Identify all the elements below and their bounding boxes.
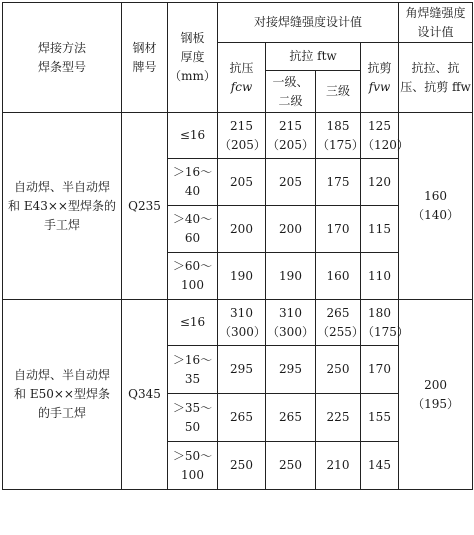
header-thickness-line2: 厚度 xyxy=(180,50,205,64)
tension3-cell: 175 xyxy=(316,159,361,206)
thickness-cell xyxy=(168,253,218,300)
tension3-cell: 160 xyxy=(316,253,361,300)
method-line: 自动焊、半自动焊 xyxy=(13,368,110,382)
value-line: 185 xyxy=(326,118,350,133)
thickness-cell xyxy=(168,206,218,253)
compression-cell xyxy=(218,300,266,346)
thickness-cell xyxy=(168,300,218,346)
compression-cell: 200 xyxy=(218,206,266,253)
value-line: （300） xyxy=(219,324,266,339)
compression-cell: 295 xyxy=(218,346,266,394)
thickness-cell xyxy=(168,442,218,490)
header-grade-line1: 钢材 xyxy=(132,40,157,55)
tension3-cell: 225 xyxy=(316,394,361,442)
header-grade xyxy=(122,3,168,113)
value-line: 125 xyxy=(368,118,391,133)
thickness-line: 40 xyxy=(184,184,201,198)
tension12-cell xyxy=(266,300,316,346)
thickness-cell xyxy=(168,346,218,394)
shear-cell: 110 xyxy=(361,253,399,300)
tension12-cell: 205 xyxy=(266,159,316,206)
value-line: （175） xyxy=(362,324,409,339)
tension3-cell: 170 xyxy=(316,206,361,253)
header-method-line1: 焊接方法 xyxy=(37,40,86,55)
thickness-cell xyxy=(168,159,218,206)
shear-cell: 155 xyxy=(361,394,399,442)
fillet-cell-q345 xyxy=(399,300,473,490)
thickness-line: ＞40～ xyxy=(172,212,213,226)
grade-cell-q235: Q235 xyxy=(122,113,168,300)
method-cell-q235 xyxy=(3,113,122,300)
header-compression-symbol: fcw xyxy=(230,79,253,94)
value-line: （255） xyxy=(317,324,364,339)
header-shear-symbol: fvw xyxy=(368,79,391,94)
shear-cell xyxy=(361,113,409,159)
header-butt-group: 对接焊缝强度设计值 xyxy=(218,3,399,43)
value-line: 265 xyxy=(326,305,350,320)
method-line: 自动焊、半自动焊 xyxy=(13,179,110,194)
tension12-cell: 295 xyxy=(266,346,316,394)
header-thickness xyxy=(168,3,218,113)
shear-cell: 115 xyxy=(361,206,399,253)
method-line: 手工焊 xyxy=(43,217,80,232)
value-line: （120） xyxy=(362,137,409,152)
thickness-line: 35 xyxy=(184,371,201,386)
value-line: 160 xyxy=(424,189,447,203)
thickness-line: ≤16 xyxy=(179,315,206,329)
tension3-cell xyxy=(316,113,364,159)
header-tension-group: 抗拉 ftw xyxy=(266,43,361,71)
thickness-line: 100 xyxy=(181,467,204,482)
thickness-line: ≤16 xyxy=(179,128,206,142)
value-line: （175） xyxy=(317,137,364,152)
thickness-line: ＞50～ xyxy=(172,448,213,463)
header-method-line2: 焊条型号 xyxy=(37,59,86,74)
thickness-line: 100 xyxy=(181,278,204,292)
value-line: （300） xyxy=(267,324,314,339)
header-thickness-line3: （mm） xyxy=(169,69,216,83)
thickness-cell xyxy=(168,113,218,159)
header-compression xyxy=(218,43,266,113)
tension12-cell: 190 xyxy=(266,253,316,300)
method-line: 和 E50××型焊条 xyxy=(14,387,110,401)
value-line: 215 xyxy=(230,118,253,133)
header-fillet-sub: 抗拉、抗压、抗剪 ffw xyxy=(399,43,473,113)
thickness-line: ＞60～ xyxy=(172,259,213,273)
value-line: 180 xyxy=(368,305,391,320)
thickness-line: 50 xyxy=(184,419,201,434)
header-shear-label: 抗剪 xyxy=(367,60,392,75)
fillet-cell-q235 xyxy=(399,113,473,300)
header-grade12 xyxy=(266,71,316,113)
header-grade-line2: 牌号 xyxy=(132,59,157,74)
header-method xyxy=(3,3,122,113)
thickness-line: ＞16～ xyxy=(172,352,213,367)
shear-cell: 145 xyxy=(361,442,399,490)
tension3-cell: 210 xyxy=(316,442,361,490)
value-line: 200 xyxy=(424,377,447,392)
value-line: 215 xyxy=(279,118,302,133)
shear-cell: 120 xyxy=(361,159,399,206)
header-thickness-line1: 钢板 xyxy=(180,31,205,45)
tension12-cell: 200 xyxy=(266,206,316,253)
compression-cell xyxy=(218,113,266,159)
header-fillet-line1: 角焊缝强度 xyxy=(405,5,466,20)
header-compression-label: 抗压 xyxy=(229,60,254,75)
thickness-line: ＞35～ xyxy=(172,400,213,415)
shear-cell: 170 xyxy=(361,346,399,394)
compression-cell: 190 xyxy=(218,253,266,300)
value-line: 310 xyxy=(230,305,253,320)
header-fillet-line2: 设计值 xyxy=(417,24,454,39)
weld-strength-table xyxy=(2,2,473,490)
shear-cell xyxy=(361,300,409,346)
value-line: （195） xyxy=(412,396,459,411)
header-grade12-line1: 一级、 xyxy=(272,74,309,89)
thickness-line: 60 xyxy=(184,231,201,245)
header-grade12-line2: 二级 xyxy=(278,93,303,108)
header-fillet-group xyxy=(399,3,473,43)
compression-cell: 265 xyxy=(218,394,266,442)
header-shear xyxy=(361,43,399,113)
tension12-cell: 250 xyxy=(266,442,316,490)
thickness-cell xyxy=(168,394,218,442)
tension12-cell: 265 xyxy=(266,394,316,442)
tension12-cell xyxy=(266,113,316,159)
thickness-line: ＞16～ xyxy=(172,165,213,179)
value-line: 310 xyxy=(279,305,302,320)
tension3-cell: 250 xyxy=(316,346,361,394)
grade-cell-q345: Q345 xyxy=(122,300,168,490)
value-line: （205） xyxy=(219,137,266,152)
value-line: （205） xyxy=(267,137,314,152)
header-grade3: 三级 xyxy=(316,71,361,113)
method-line: 的手工焊 xyxy=(37,406,86,420)
value-line: （140） xyxy=(412,208,459,222)
compression-cell: 250 xyxy=(218,442,266,490)
compression-cell: 205 xyxy=(218,159,266,206)
method-line: 和 E43××型焊条的 xyxy=(8,198,116,213)
method-cell-q345 xyxy=(3,300,122,490)
tension3-cell xyxy=(316,300,364,346)
